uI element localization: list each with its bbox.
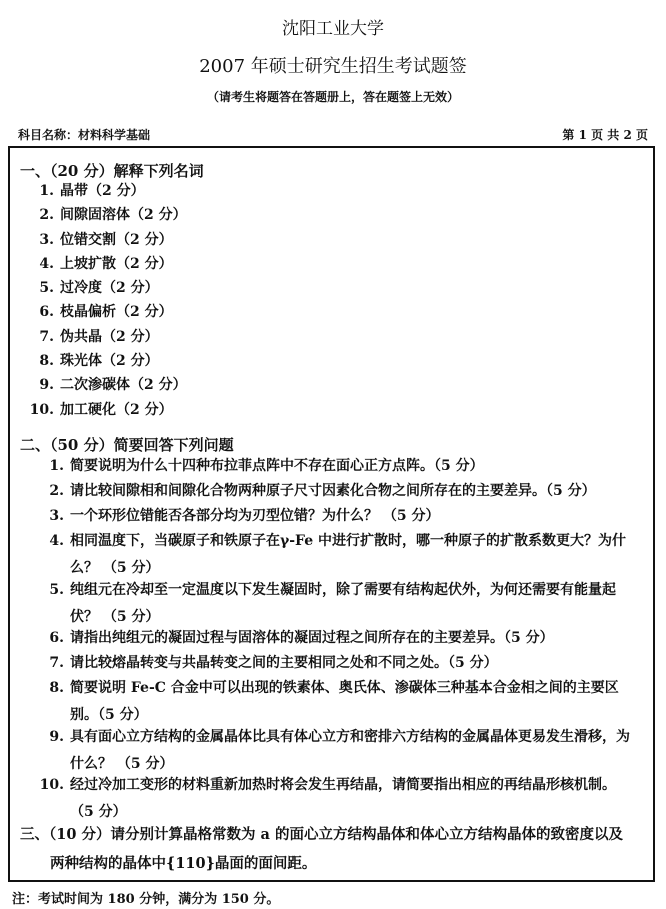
item-number: 3.: [49, 508, 64, 524]
item-number: 7.: [49, 655, 64, 671]
list-item: [39, 275, 159, 302]
list-item: [49, 528, 630, 582]
item-number: 8.: [49, 680, 64, 696]
exam-note: （请考生将题答在答题册上，答在题签上无效）: [206, 90, 459, 104]
section3-line2: 两种结构的晶体中{110}晶面的面间距。: [50, 855, 317, 872]
item-text: 经过冷加工变形的材料重新加热时将会发生再结晶，请简要指出相应的再结晶形核机制。（5 分）: [70, 777, 616, 820]
item-number: 4.: [49, 533, 64, 549]
item-number: 1.: [49, 458, 64, 474]
list-item: [39, 299, 173, 326]
item-number: 8.: [39, 353, 54, 369]
item-text: 位错交割（2 分）: [60, 232, 173, 248]
list-item: [39, 227, 173, 254]
list-item: [39, 202, 187, 229]
university-name: 沈阳工业大学: [282, 19, 384, 39]
section3-line1: 三、（10 分）请分别计算晶格常数为 a 的面心立方结构晶体和体心立方结构晶体的致密度以及: [20, 826, 623, 843]
section3: [20, 820, 650, 878]
list-item: [29, 397, 173, 424]
item-number: 1.: [39, 183, 54, 199]
section1-heading: 一、（20 分）解释下列名词: [20, 162, 204, 180]
list-item: [49, 724, 630, 778]
list-item: [39, 372, 187, 399]
item-text: 纯组元在冷却至一定温度以下发生凝固时，除了需要有结构起伏外，为何还需要有能量起伏？ （5 分）: [70, 582, 616, 625]
item-text: 上坡扩散（2 分）: [60, 256, 173, 272]
list-item: [49, 675, 630, 729]
list-item: [39, 251, 173, 278]
item-number: 5.: [49, 582, 64, 598]
item-number: 6.: [49, 630, 64, 646]
item-number: 6.: [39, 304, 54, 320]
item-text: 具有面心立方结构的金属晶体比具有体心立方和密排六方结构的金属晶体更易发生滑移，为什么？ （5 分）: [70, 729, 630, 772]
list-item: [49, 577, 630, 631]
item-text: 加工硬化（2 分）: [60, 402, 173, 418]
item-text: 简要说明 Fe-C 合金中可以出现的铁素体、奥氏体、渗碳体三种基本合金相之间的主要区别。（5 分）: [70, 680, 619, 723]
item-number: 2.: [49, 483, 64, 499]
item-number: 3.: [39, 232, 54, 248]
item-number: 9.: [49, 729, 64, 745]
item-text: 过冷度（2 分）: [60, 280, 159, 296]
item-text: 简要说明为什么十四种布拉菲点阵中不存在面心正方点阵。（5 分）: [70, 458, 484, 474]
item-number: 9.: [39, 377, 54, 393]
item-text: 二次渗碳体（2 分）: [60, 377, 187, 393]
list-item: [49, 625, 630, 652]
item-number: 4.: [39, 256, 54, 272]
item-text: 相同温度下，当碳原子和铁原子在γ-Fe 中进行扩散时，哪一种原子的扩散系数更大？为什么？ （5 分）: [70, 533, 627, 576]
page-indicator: 第 1 页 共 2 页: [562, 128, 648, 142]
list-item: [39, 324, 159, 351]
list-item: [39, 348, 159, 375]
item-text: 伪共晶（2 分）: [60, 329, 159, 345]
list-item: [49, 503, 630, 530]
list-item: [39, 772, 630, 826]
section2-heading: 二、（50 分）简要回答下列问题: [20, 436, 234, 454]
exam-title: 2007 年硕士研究生招生考试题签: [199, 56, 467, 77]
item-text: 请指出纯组元的凝固过程与固溶体的凝固过程之间所存在的主要差异。（5 分）: [70, 630, 554, 646]
item-text: 珠光体（2 分）: [60, 353, 159, 369]
item-text: 一个环形位错能否各部分均为刃型位错？为什么？ （5 分）: [70, 508, 440, 524]
footer-note: 注：考试时间为 180 分钟，满分为 150 分。: [12, 892, 280, 907]
item-text: 请比较间隙相和间隙化合物两种原子尺寸因素化合物之间所存在的主要差异。（5 分）: [70, 483, 596, 499]
subject-name: 科目名称：材料科学基础: [18, 128, 151, 142]
list-item: [49, 478, 630, 505]
item-text: 间隙固溶体（2 分）: [60, 207, 187, 223]
list-item: [49, 650, 630, 677]
item-number: 7.: [39, 329, 54, 345]
item-text: 请比较熔晶转变与共晶转变之间的主要相同之处和不同之处。（5 分）: [70, 655, 498, 671]
list-item: [49, 453, 630, 480]
item-number: 10.: [29, 402, 54, 418]
item-number: 2.: [39, 207, 54, 223]
list-item: [39, 178, 145, 205]
item-text: 晶带（2 分）: [60, 183, 145, 199]
item-number: 5.: [39, 280, 54, 296]
item-number: 10.: [39, 777, 64, 793]
item-text: 枝晶偏析（2 分）: [60, 304, 173, 320]
